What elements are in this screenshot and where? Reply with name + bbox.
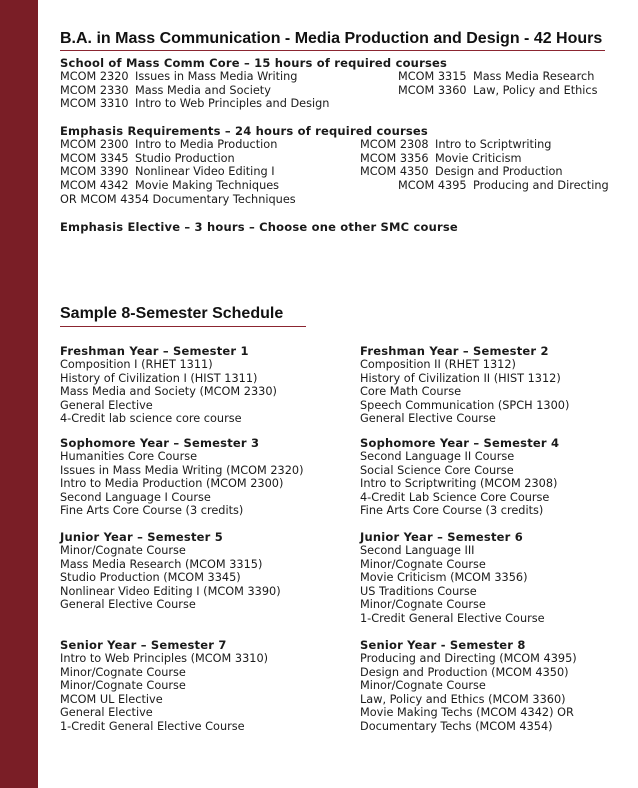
semester-course: Core Math Course <box>360 385 462 399</box>
semester-course: Mass Media and Society (MCOM 2330) <box>60 385 277 399</box>
semester-course: Second Language I Course <box>60 490 211 504</box>
course-name: Producing and Directing <box>473 179 609 193</box>
course-name: Intro to Scriptwriting <box>435 138 552 151</box>
semester-course: General Elective Course <box>60 598 196 612</box>
semester-course: Movie Making Techs (MCOM 4342) OR <box>360 706 574 720</box>
semester-course: Minor/Cognate Course <box>360 598 486 612</box>
semester-course: History of Civilization II (HIST 1312) <box>360 371 561 385</box>
course-code: MCOM 2330 <box>60 83 129 97</box>
semester-course: Composition II (RHET 1312) <box>360 358 516 371</box>
semester-heading: Senior Year - Semester 8 <box>360 638 526 652</box>
course-row <box>60 165 275 179</box>
semester-course: Law, Policy and Ethics (MCOM 3360) <box>360 692 566 706</box>
semester-course: Issues in Mass Media Writing (MCOM 2320) <box>60 463 304 477</box>
course-row <box>398 70 594 84</box>
semester-course: Intro to Web Principles (MCOM 3310) <box>60 652 269 665</box>
course-name: Law, Policy and Ethics <box>473 83 598 97</box>
semester-course: Studio Production (MCOM 3345) <box>60 571 241 585</box>
semester-course: Fine Arts Core Course (3 credits) <box>60 504 244 518</box>
course-name: Movie Making Techniques <box>135 179 280 193</box>
semester-course: Minor/Cognate Course <box>360 679 486 693</box>
course-code: MCOM 2308 <box>360 138 429 151</box>
semester-heading: Junior Year – Semester 5 <box>60 530 223 544</box>
semester-course: Composition I (RHET 1311) <box>60 358 213 371</box>
course-name: Issues in Mass Media Writing <box>135 70 298 83</box>
semester-course: Intro to Media Production (MCOM 2300) <box>60 477 284 491</box>
course-row <box>360 165 563 179</box>
semester-course: Minor/Cognate Course <box>60 544 186 557</box>
course-row <box>360 152 522 166</box>
course-row <box>60 70 297 84</box>
core-heading: School of Mass Comm Core – 15 hours of required courses <box>60 56 448 70</box>
semester-course: 4-Credit Lab Science Core Course <box>360 490 550 504</box>
semester-course: Humanities Core Course <box>60 450 198 463</box>
semester-course: Minor/Cognate Course <box>60 679 186 693</box>
semester-course: History of Civilization I (HIST 1311) <box>60 371 258 385</box>
semester-course: US Traditions Course <box>360 584 477 598</box>
semester-course: Mass Media Research (MCOM 3315) <box>60 557 263 571</box>
elective-heading: Emphasis Elective – 3 hours – Choose one other SMC course <box>60 220 458 234</box>
semester-course: Minor/Cognate Course <box>360 557 486 571</box>
semester-course: Documentary Techs (MCOM 4354) <box>360 719 553 733</box>
course-name: Mass Media and Society <box>135 83 271 97</box>
emphasis-heading: Emphasis Requirements – 24 hours of required courses <box>60 124 428 138</box>
semester-course: Nonlinear Video Editing I (MCOM 3390) <box>60 584 281 598</box>
semester-heading: Freshman Year – Semester 1 <box>60 344 249 358</box>
semester-block <box>360 530 545 626</box>
semester-course: Movie Criticism (MCOM 3356) <box>360 571 528 585</box>
semester-course: Design and Production (MCOM 4350) <box>360 665 569 679</box>
semester-course: General Elective Course <box>360 412 496 426</box>
semester-heading: Sophomore Year – Semester 4 <box>360 436 560 450</box>
course-code: MCOM 3345 <box>60 151 129 165</box>
course-row <box>398 84 598 98</box>
semester-heading: Senior Year – Semester 7 <box>60 638 227 652</box>
course-code: MCOM 2300 <box>60 138 129 151</box>
semester-course: Minor/Cognate Course <box>60 665 186 679</box>
course-code: MCOM 3310 <box>60 97 129 111</box>
course-code: MCOM 3390 <box>60 165 129 179</box>
course-code: MCOM 4395 <box>398 179 467 193</box>
course-name: Movie Criticism <box>435 151 522 165</box>
course-row <box>360 138 551 152</box>
semester-block <box>360 344 569 426</box>
course-row <box>60 152 235 166</box>
semester-course: Second Language II Course <box>360 450 515 463</box>
semester-block <box>360 638 577 734</box>
semester-course: 1-Credit General Elective Course <box>60 719 245 733</box>
course-name: Nonlinear Video Editing I <box>135 165 275 179</box>
course-row <box>60 84 271 98</box>
emphasis-or-line: OR MCOM 4354 Documentary Techniques <box>60 193 296 206</box>
semester-course: Intro to Scriptwriting (MCOM 2308) <box>360 477 558 491</box>
semester-course: 4-Credit lab science core course <box>60 412 242 426</box>
course-row <box>60 179 279 193</box>
course-row <box>60 97 329 111</box>
semester-course: MCOM UL Elective <box>60 692 163 706</box>
course-name: Intro to Media Production <box>135 138 278 151</box>
course-code: MCOM 3315 <box>398 70 467 83</box>
course-code: MCOM 4342 <box>60 179 129 193</box>
sidebar-bar <box>0 0 38 788</box>
course-code: MCOM 4350 <box>360 165 429 179</box>
semester-course: Speech Communication (SPCH 1300) <box>360 398 570 412</box>
semester-block <box>360 436 559 518</box>
semester-course: Social Science Core Course <box>360 463 514 477</box>
semester-heading: Freshman Year – Semester 2 <box>360 344 549 358</box>
schedule-title: Sample 8-Semester Schedule <box>60 305 306 327</box>
semester-heading: Junior Year – Semester 6 <box>360 530 523 544</box>
semester-course: General Elective <box>60 706 153 720</box>
course-code: MCOM 3360 <box>398 83 467 97</box>
semester-heading: Sophomore Year – Semester 3 <box>60 436 260 450</box>
course-name: Intro to Web Principles and Design <box>135 97 330 111</box>
course-name: Studio Production <box>135 151 235 165</box>
course-row <box>398 179 609 193</box>
course-code: MCOM 3356 <box>360 151 429 165</box>
course-name: Design and Production <box>435 165 563 179</box>
course-code: MCOM 2320 <box>60 70 129 83</box>
semester-course: 1-Credit General Elective Course <box>360 611 545 625</box>
semester-course: General Elective <box>60 398 153 412</box>
course-name: Mass Media Research <box>473 70 595 83</box>
semester-block <box>60 344 277 426</box>
semester-block <box>60 436 304 518</box>
semester-course: Second Language III <box>360 544 475 557</box>
course-row <box>60 138 277 152</box>
semester-block <box>60 530 281 612</box>
page-title: B.A. in Mass Communication - Media Production and Design - 42 Hours <box>60 30 605 51</box>
semester-block <box>60 638 268 734</box>
semester-course: Fine Arts Core Course (3 credits) <box>360 504 544 518</box>
semester-course: Producing and Directing (MCOM 4395) <box>360 652 577 665</box>
